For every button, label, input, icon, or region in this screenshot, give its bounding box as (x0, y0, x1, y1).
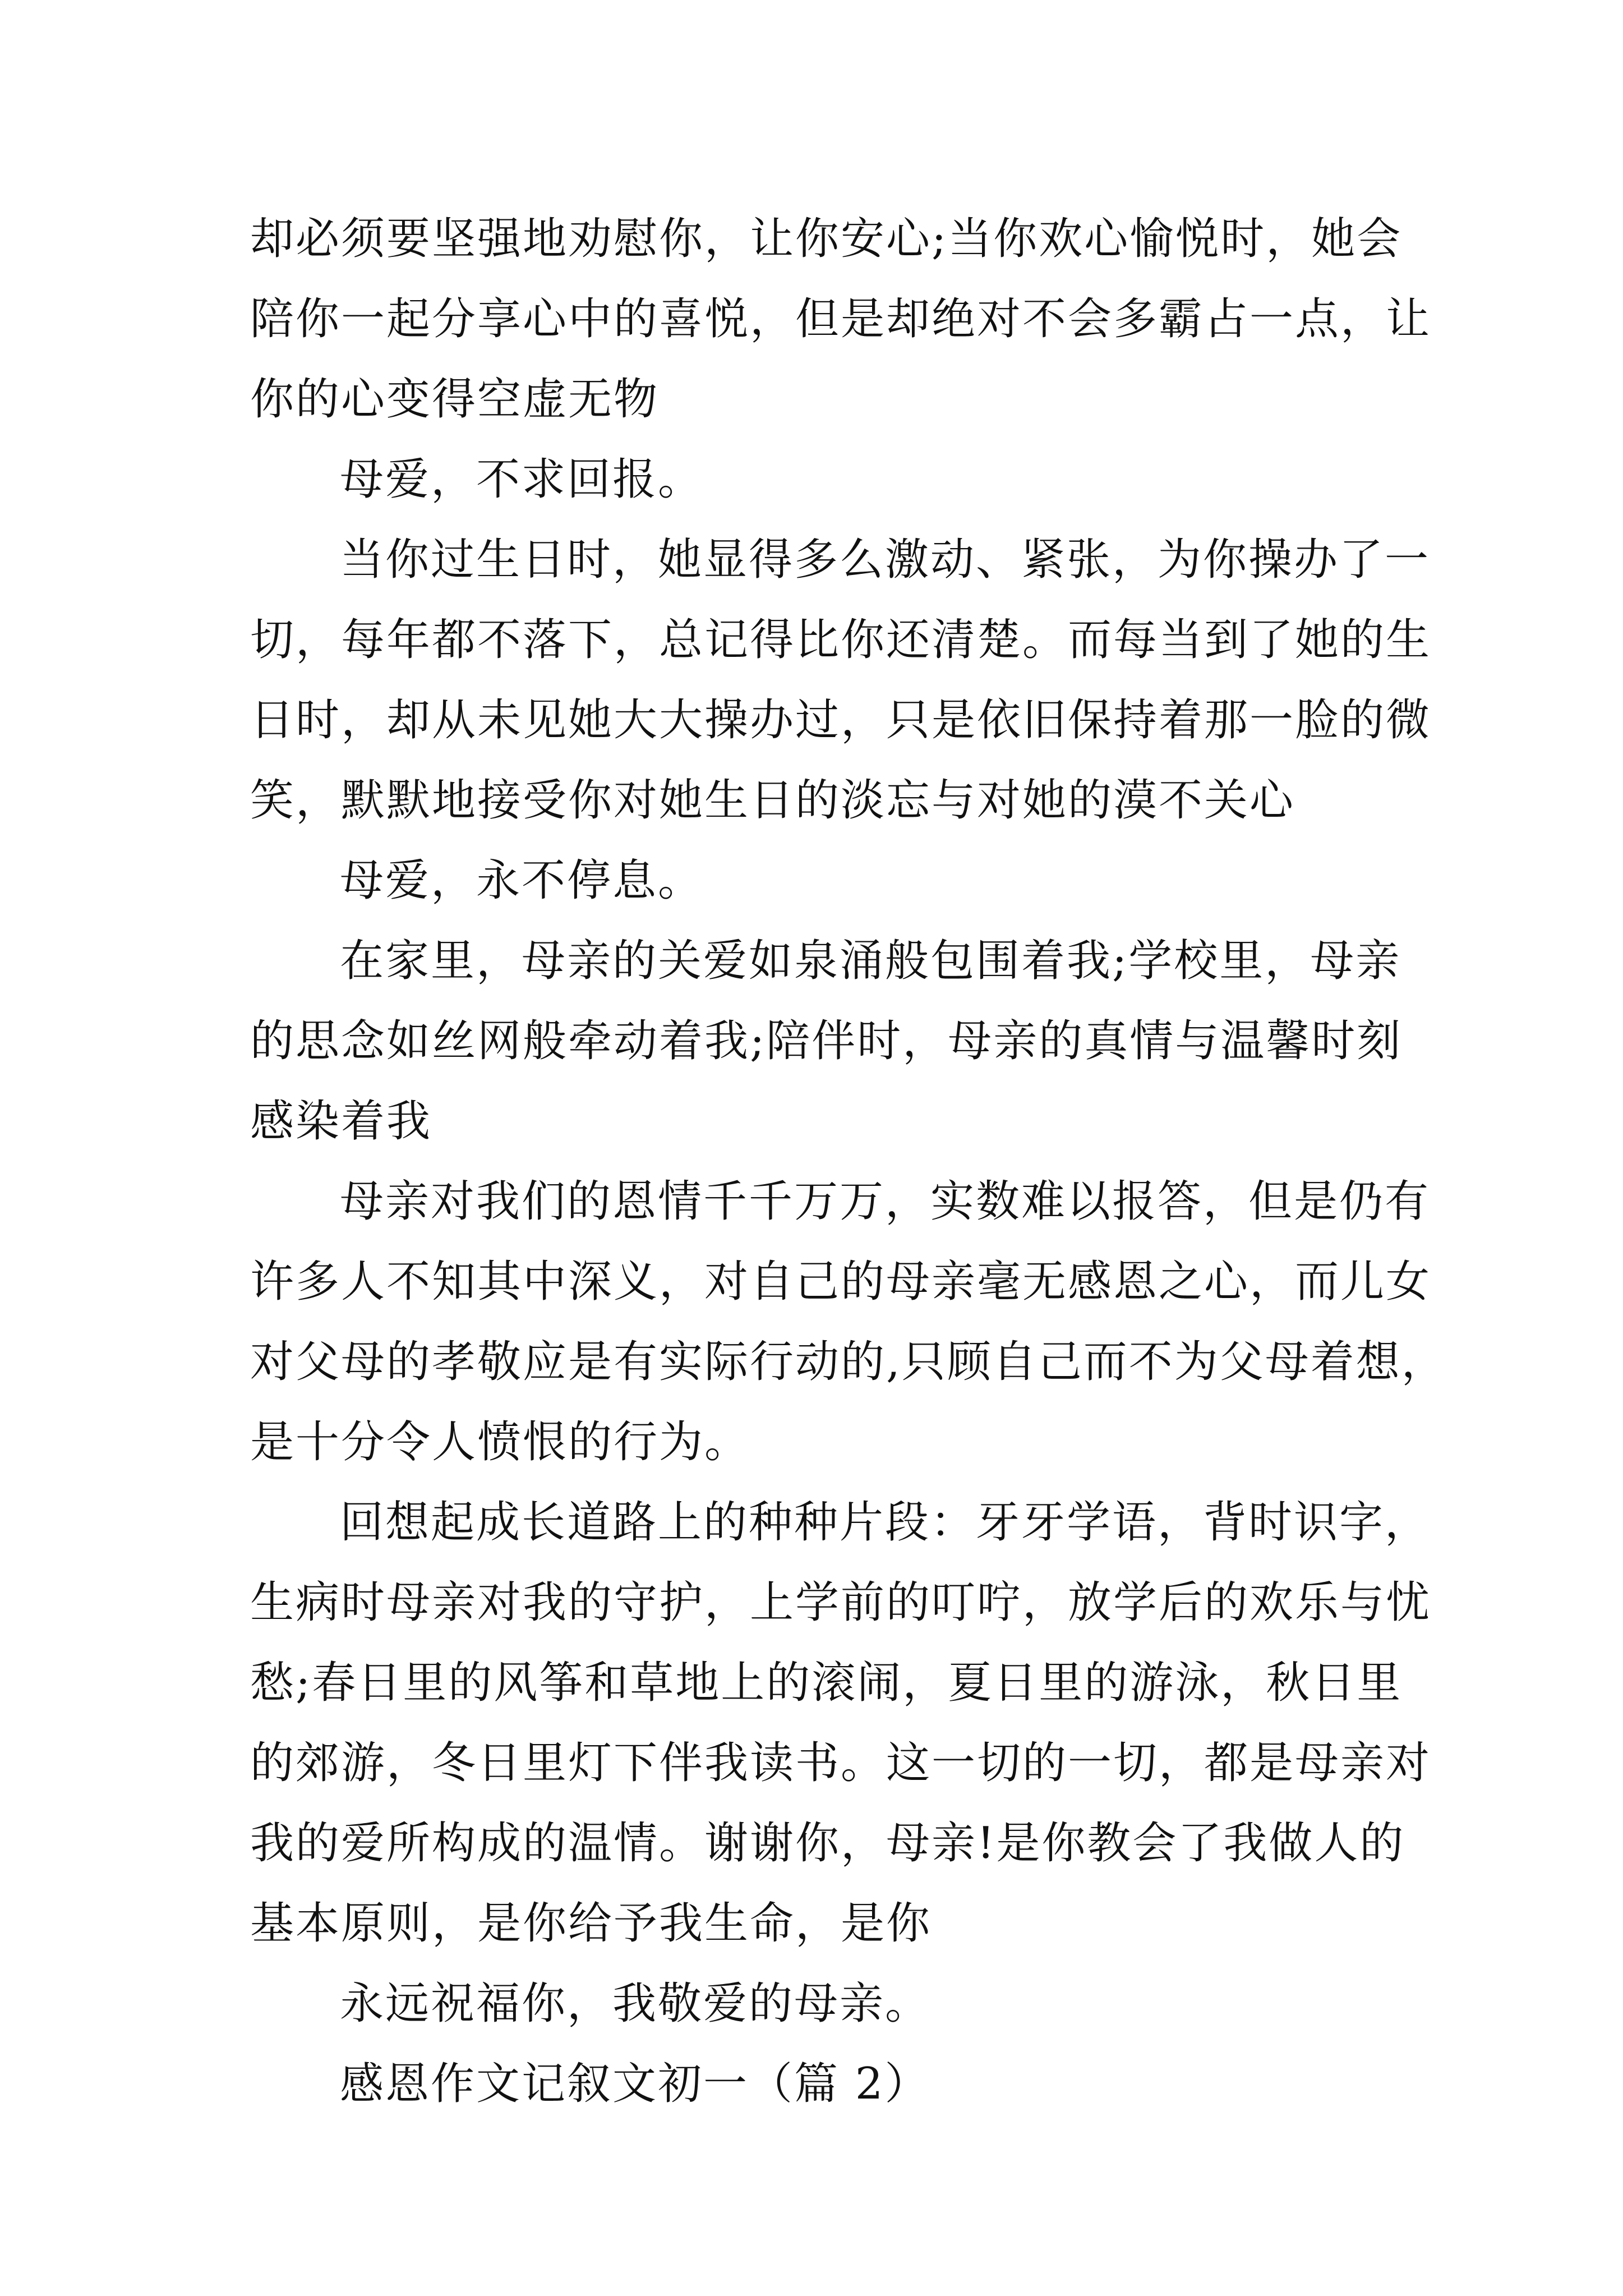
text-line: 笑，默默地接受你对她生日的淡忘与对她的漠不关心 (250, 775, 1295, 826)
text-line: 陪你一起分享心中的喜悦，但是却绝对不会多霸占一点，让 (250, 294, 1432, 344)
text-line: 的郊游，冬日里灯下伴我读书。这一切的一切，都是母亲对 (250, 1738, 1432, 1788)
document-body (250, 199, 1447, 2124)
text-line: 当你过生日时，她显得多么激动、紧张，为你操办了一 (340, 535, 1431, 585)
text-line: 却必须要坚强地劝慰你，让你安心;当你欢心愉悦时，她会 (250, 214, 1403, 264)
text-line: 感染着我 (250, 1096, 432, 1147)
text-line: 基本原则，是你给予我生命，是你 (250, 1898, 932, 1949)
text-line: 你的心变得空虚无物 (250, 374, 660, 425)
text-line: 回想起成长道路上的种种片段：牙牙学语，背时识字， (340, 1497, 1431, 1548)
text-line: 愁;春日里的风筝和草地上的滚闹，夏日里的游泳，秋日里 (250, 1658, 1403, 1708)
text-line: 在家里，母亲的关爱如泉涌般包围着我;学校里，母亲 (340, 936, 1401, 986)
text-line: 我的爱所构成的温情。谢谢你，母亲!是你教会了我做人的 (250, 1818, 1405, 1869)
text-line: 许多人不知其中深义，对自己的母亲毫无感恩之心，而儿女 (250, 1257, 1432, 1307)
text-line: 的思念如丝网般牵动着我;陪伴时，母亲的真情与温馨时刻 (250, 1016, 1403, 1066)
text-line: 对父母的孝敬应是有实际行动的,只顾自己而不为父母着想， (250, 1337, 1447, 1387)
text-line: 母爱，不求回报。 (340, 454, 704, 505)
text-line: 永远祝福你，我敬爱的母亲。 (340, 1978, 931, 2029)
text-line: 切，每年都不落下，总记得比你还清楚。而每当到了她的生 (250, 615, 1432, 665)
section-heading: 感恩作文记叙文初一（篇 2） (340, 2059, 930, 2109)
text-line: 日时，却从未见她大大操办过，只是依旧保持着那一脸的微 (250, 695, 1432, 746)
text-line: 生病时母亲对我的守护，上学前的叮咛，放学后的欢乐与忧 (250, 1577, 1432, 1628)
text-line: 是十分令人愤恨的行为。 (250, 1417, 750, 1467)
text-line: 母亲对我们的恩情千千万万，实数难以报答，但是仍有 (340, 1176, 1431, 1227)
text-line: 母爱，永不停息。 (340, 855, 704, 906)
